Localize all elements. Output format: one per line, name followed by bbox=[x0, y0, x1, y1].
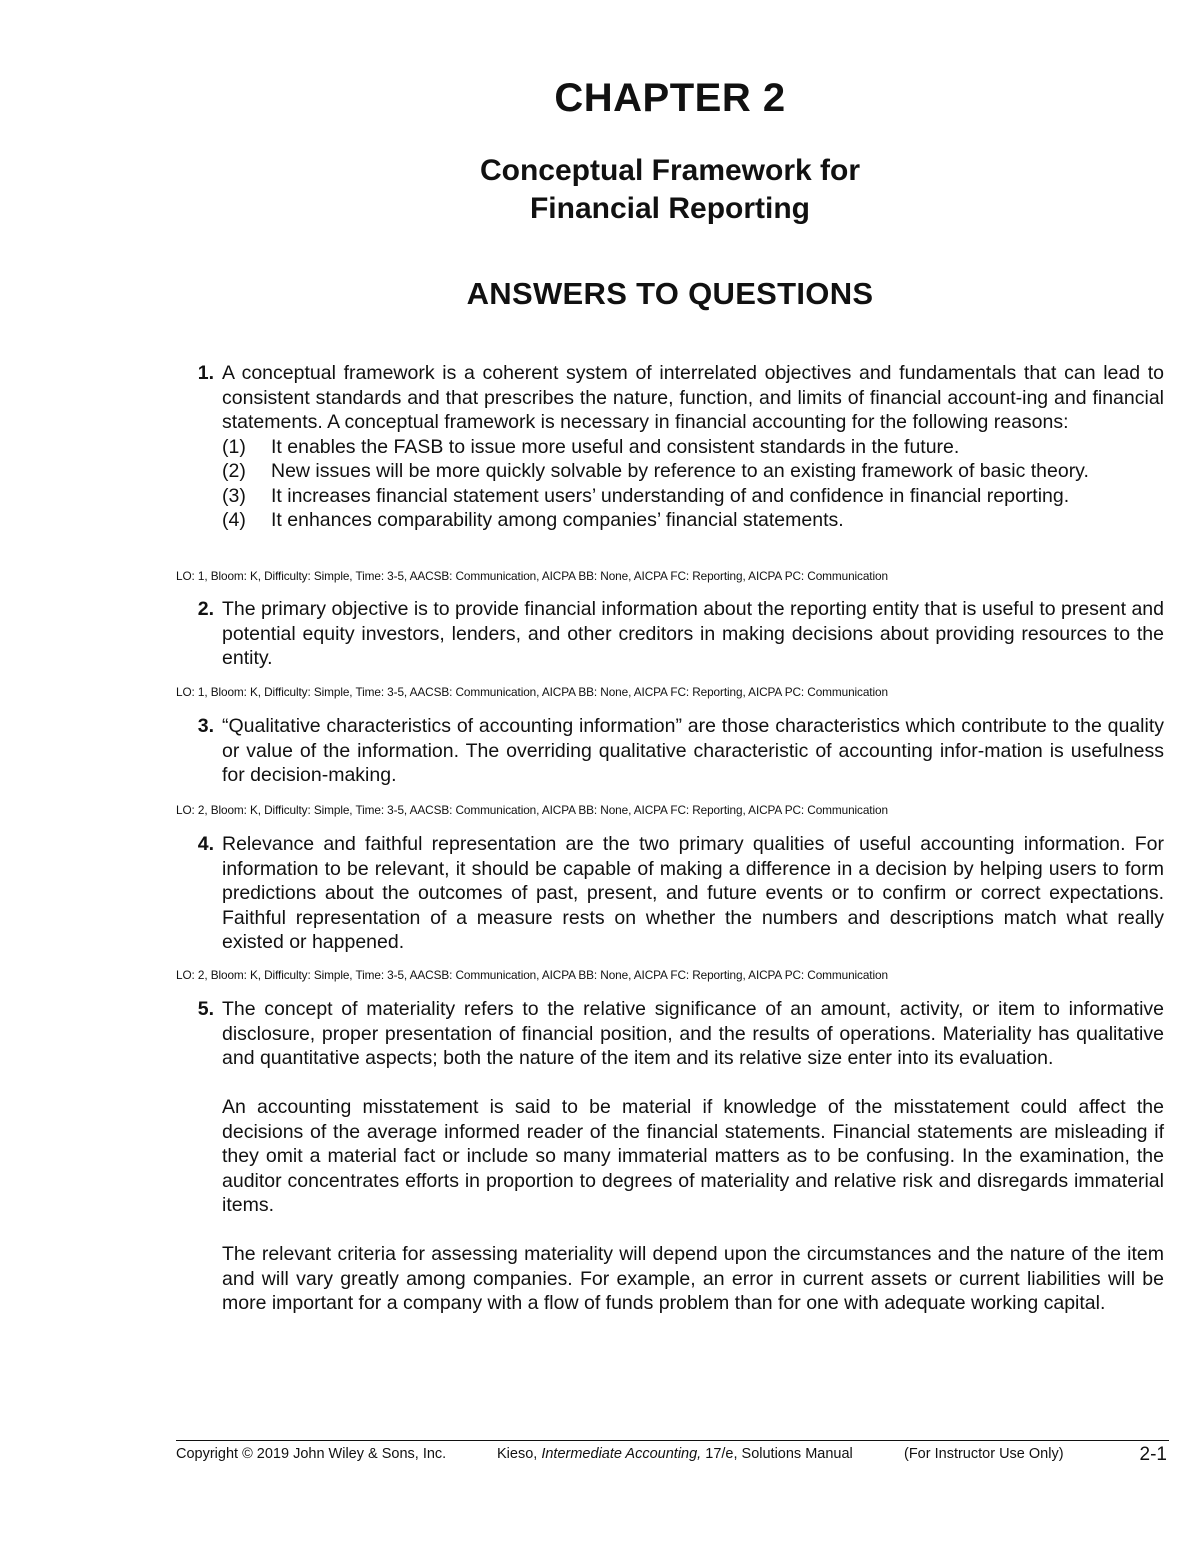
question-text: “Qualitative characteristics of accounting information” are those characteristics which contribute to the quality or value of the information. The overriding qualitative characteristic of accounting infor-mation is usefulness for decision-making. bbox=[222, 715, 1164, 786]
chapter-title-line2: Financial Reporting bbox=[529, 192, 811, 225]
footer-edition: 17/e, Solutions Manual bbox=[705, 1446, 853, 1462]
list-item bbox=[222, 508, 1164, 533]
question-1 bbox=[197, 361, 1164, 533]
question-2 bbox=[197, 597, 1164, 671]
question-text: The primary objective is to provide financial information about the reporting entity that is useful to present and potential equity investors, lenders, and other creditors in making decisions about providing resources to the entity. bbox=[222, 598, 1164, 669]
question-text: Relevance and faithful representation are the two primary qualities of useful accounting information. For information to be relevant, it should be capable of making a difference in a decision by helping users to form predictions about the outcomes of past, present, and future events or to confirm or correct expectations. Faithful representation of a measure rests on whether the numbers and descriptions match what really existed or happened. bbox=[222, 833, 1164, 953]
question-4 bbox=[197, 832, 1164, 955]
footer-book-info bbox=[497, 1446, 853, 1462]
list-item-text: It enhances comparability among companies’ financial statements. bbox=[271, 509, 844, 531]
list-item-text: It increases financial statement users’ understanding of and confidence in financial reporting. bbox=[271, 484, 1070, 507]
list-item bbox=[222, 484, 1164, 509]
question-paragraph: The concept of materiality refers to the relative significance of an amount, activity, or item to informative disclosure, proper presentation of financial position, and the results of operations. Materiality has qualitative and quantitative aspects; both the nature of the item and its relative size enter into its evaluation. bbox=[222, 998, 1164, 1069]
question-paragraph: The relevant criteria for assessing materiality will depend upon the circumstances and the nature of the item and will vary greatly among companies. For example, an error in current assets or current liabilities will be more important for a company with a flow of funds problem than for one with adequate working capital. bbox=[222, 1243, 1164, 1314]
question-3 bbox=[197, 714, 1164, 788]
page-number: 2-1 bbox=[1139, 1444, 1167, 1465]
list-item bbox=[222, 435, 1164, 460]
list-item-text: It enables the FASB to issue more useful and consistent standards in the future. bbox=[271, 435, 960, 458]
question-number: 3. bbox=[197, 715, 214, 737]
list-item-number: (2) bbox=[222, 460, 246, 482]
list-item-number: (1) bbox=[222, 435, 246, 458]
question-paragraph: An accounting misstatement is said to be material if knowledge of the misstatement could affect the decisions of the average informed reader of the financial statements. Financial statements are misleading if they omit a material fact or include so many immaterial matters as to be confusing. In the examination, the auditor concentrates efforts in proportion to degrees of materiality and relative risk and disregards immaterial items. bbox=[222, 1096, 1164, 1216]
footer-note: (For Instructor Use Only) bbox=[904, 1446, 1064, 1462]
question-number: 5. bbox=[197, 998, 214, 1020]
question-number: 1. bbox=[197, 362, 214, 384]
chapter-title-line1: Conceptual Framework for bbox=[479, 154, 861, 187]
question-5 bbox=[197, 997, 1164, 1316]
question-text: A conceptual framework is a coherent system of interrelated objectives and fundamentals that can lead to consistent standards and that prescribes the nature, function, and limits of financial account-ing and financial statements. A conceptual framework is necessary in financial accounting for the following reasons: bbox=[222, 362, 1164, 433]
list-item bbox=[222, 459, 1164, 484]
chapter-title bbox=[0, 152, 1200, 228]
list-item-number: (3) bbox=[222, 484, 246, 507]
footer-divider bbox=[176, 1440, 1169, 1441]
footer-copyright: Copyright © 2019 John Wiley & Sons, Inc. bbox=[176, 1446, 447, 1462]
learning-objective-tag: LO: 1, Bloom: K, Difficulty: Simple, Time: 3-5, AACSB: Communication, AICPA BB: None, AICPA FC: Reporting, AICPA PC: Communication bbox=[176, 569, 888, 583]
footer-book-title: Intermediate Accounting, bbox=[541, 1446, 702, 1462]
list-item-number: (4) bbox=[222, 509, 246, 531]
list-item-text: New issues will be more quickly solvable by reference to an existing framework of basic theory. bbox=[271, 460, 1089, 482]
question-number: 2. bbox=[197, 598, 214, 620]
footer-author: Kieso, bbox=[497, 1446, 538, 1462]
question-number: 4. bbox=[197, 833, 214, 855]
learning-objective-tag: LO: 1, Bloom: K, Difficulty: Simple, Time: 3-5, AACSB: Communication, AICPA BB: None, AICPA FC: Reporting, AICPA PC: Communication bbox=[176, 685, 888, 699]
learning-objective-tag: LO: 2, Bloom: K, Difficulty: Simple, Time: 3-5, AACSB: Communication, AICPA BB: None, AICPA FC: Reporting, AICPA PC: Communication bbox=[176, 803, 888, 817]
learning-objective-tag: LO: 2, Bloom: K, Difficulty: Simple, Time: 3-5, AACSB: Communication, AICPA BB: None, AICPA FC: Reporting, AICPA PC: Communication bbox=[176, 968, 888, 982]
chapter-heading: CHAPTER 2 bbox=[554, 76, 786, 120]
section-heading: ANSWERS TO QUESTIONS bbox=[466, 276, 874, 311]
